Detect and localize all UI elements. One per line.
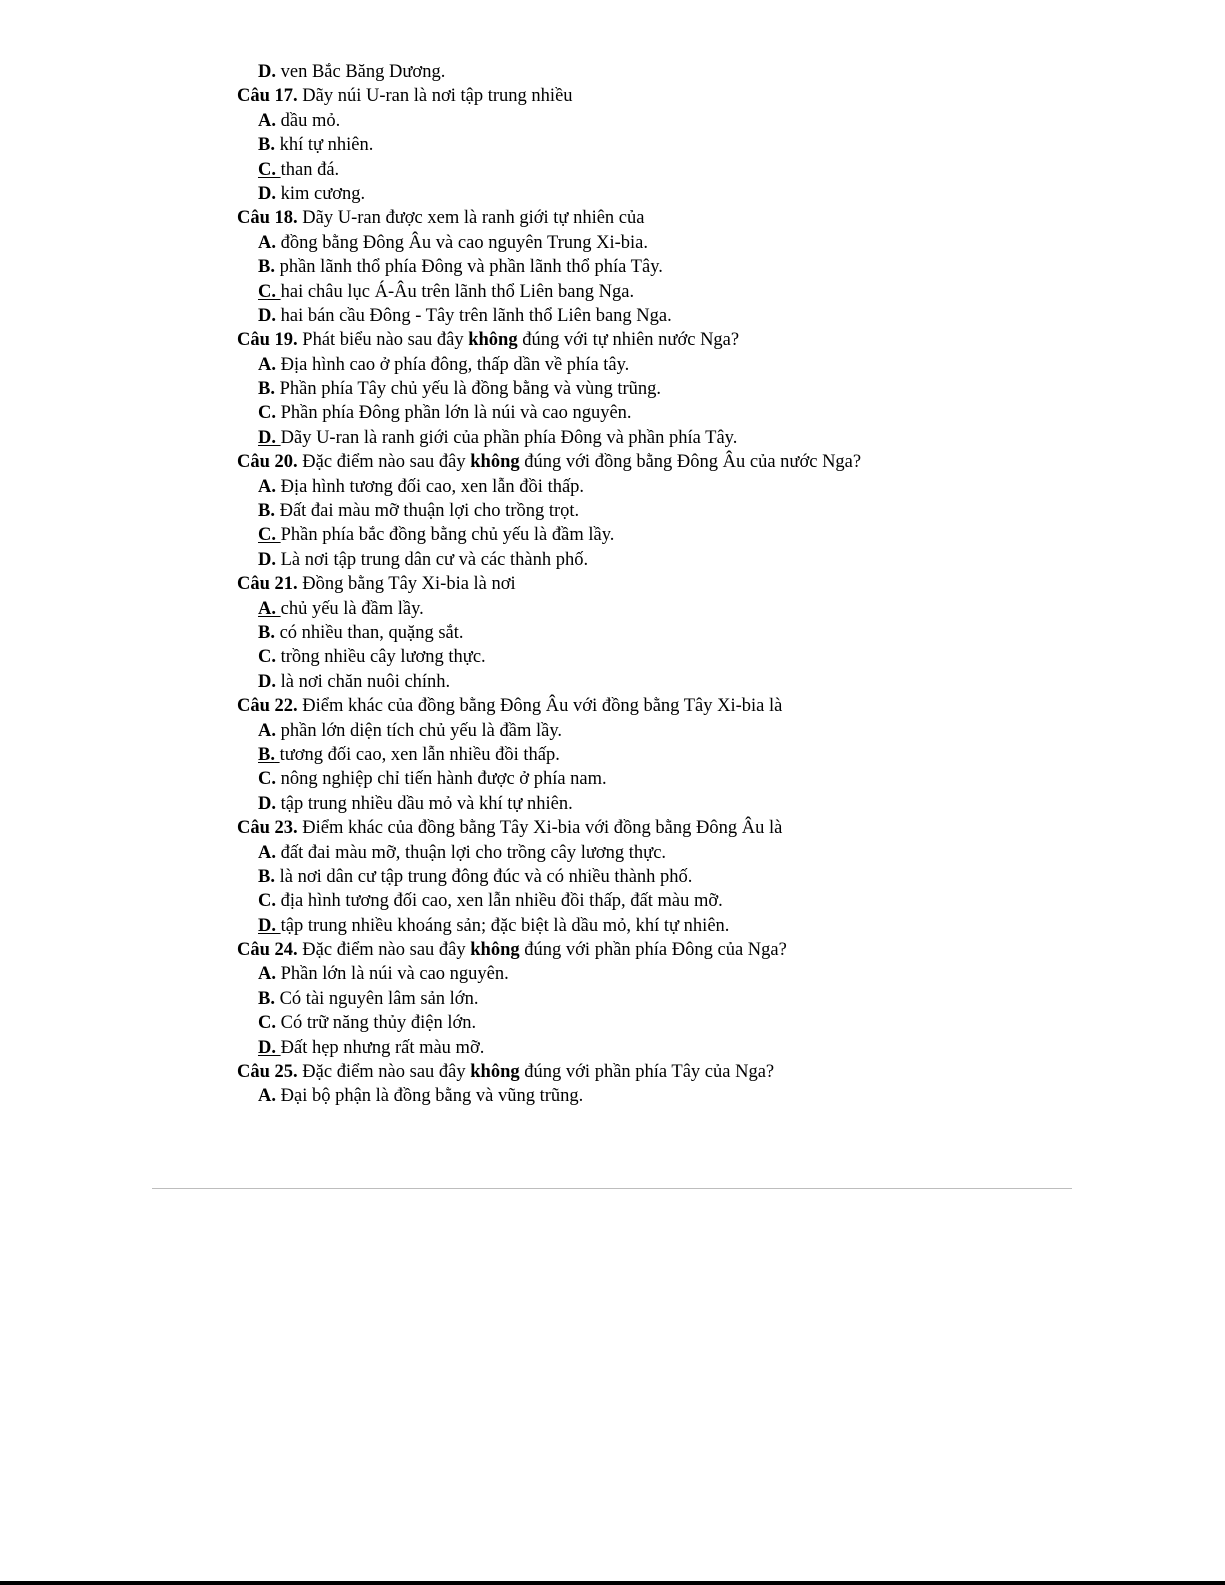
- option-text: Dãy U-ran là ranh giới của phần phía Đông và phần phía Tây.: [280, 427, 738, 448]
- option-line: [237, 962, 997, 986]
- option-letter-correct: C.: [258, 525, 276, 546]
- option-text: Phần phía Đông phần lớn là núi và cao nguyên.: [280, 403, 632, 424]
- option-text: Đất đai màu mỡ thuận lợi cho trồng trọt.: [279, 501, 580, 522]
- question-number: Câu 21.: [237, 574, 298, 595]
- option-text: phần lớn diện tích chủ yếu là đầm lầy.: [280, 720, 563, 741]
- option-letter: B.: [258, 622, 275, 643]
- question-number: Câu 18.: [237, 208, 298, 229]
- stem-text: Đồng bằng Tây Xi-bia là nơi: [302, 574, 516, 595]
- option-line: [237, 792, 997, 816]
- option-letter: A.: [258, 110, 276, 131]
- option-text: hai bán cầu Đông - Tây trên lãnh thổ Liên bang Nga.: [280, 305, 672, 326]
- stem-keyword: không: [470, 452, 520, 473]
- question-stem: [237, 84, 997, 108]
- option-line: [237, 1084, 997, 1108]
- option-line: [237, 767, 997, 791]
- option-line: [237, 401, 997, 425]
- option-line: [237, 182, 997, 206]
- stem-text: đúng với đồng bằng Đông Âu của nước Nga?: [519, 452, 862, 473]
- option-letter: D.: [258, 62, 276, 82]
- option-line: [237, 499, 997, 523]
- stem-text: Dãy U-ran được xem là ranh giới tự nhiên của: [302, 208, 645, 229]
- option-letter: B.: [258, 135, 275, 156]
- option-letter: D.: [258, 793, 276, 814]
- option-letter: A.: [258, 842, 276, 863]
- question-number: Câu 19.: [237, 330, 298, 351]
- stem-keyword: không: [470, 940, 520, 961]
- option-text: là nơi dân cư tập trung đông đúc và có nhiều thành phố.: [279, 866, 693, 887]
- option-letter: B.: [258, 257, 275, 278]
- question-stem: [237, 694, 997, 718]
- option-letter: C.: [258, 647, 276, 668]
- option-text: Có tài nguyên lâm sản lớn.: [279, 988, 479, 1009]
- document-content: [237, 60, 997, 1109]
- question-number: Câu 23.: [237, 818, 298, 839]
- option-text: có nhiều than, quặng sắt.: [279, 622, 464, 643]
- option-letter: A.: [258, 476, 276, 497]
- option-letter: A.: [258, 720, 276, 741]
- option-text: dầu mỏ.: [280, 110, 341, 131]
- option-letter: D.: [258, 549, 276, 570]
- stem-text: Điểm khác của đồng bằng Tây Xi-bia với đồng bằng Đông Âu là: [302, 818, 783, 839]
- option-text: trồng nhiều cây lương thực.: [280, 647, 486, 668]
- option-letter: C.: [258, 1013, 276, 1034]
- option-line: [237, 377, 997, 401]
- option-line: [237, 255, 997, 279]
- option-line: [237, 548, 997, 572]
- question-stem: [237, 450, 997, 474]
- option-text: đồng bằng Đông Âu và cao nguyên Trung Xi-bia.: [280, 232, 649, 253]
- option-line: [237, 280, 997, 304]
- option-letter: D.: [258, 671, 276, 692]
- question-number: Câu 17.: [237, 86, 298, 107]
- option-line: [237, 841, 997, 865]
- stem-text: đúng với tự nhiên nước Nga?: [517, 330, 740, 351]
- option-text: Là nơi tập trung dân cư và các thành phố.: [280, 549, 589, 570]
- option-letter: C.: [258, 769, 276, 790]
- option-letter: C.: [258, 403, 276, 424]
- stem-keyword: không: [468, 330, 518, 351]
- option-letter-correct: A.: [258, 598, 276, 619]
- question-number: Câu 24.: [237, 940, 298, 961]
- option-text: là nơi chăn nuôi chính.: [280, 671, 451, 692]
- option-line: [237, 865, 997, 889]
- stem-keyword: không: [470, 1062, 520, 1083]
- option-letter-correct: D.: [258, 915, 276, 936]
- option-text: Phần lớn là núi và cao nguyên.: [280, 964, 509, 985]
- question-stem: [237, 328, 997, 352]
- option-letter-correct: D.: [258, 1037, 276, 1058]
- option-text: Có trữ năng thủy điện lớn.: [280, 1013, 477, 1034]
- option-letter: C.: [258, 891, 276, 912]
- option-text: Phần phía Tây chủ yếu là đồng bằng và vùng trũng.: [279, 379, 661, 400]
- option-text: than đá.: [280, 159, 340, 180]
- option-text: nông nghiệp chỉ tiến hành được ở phía nam.: [280, 769, 607, 790]
- option-text: hai châu lục Á-Âu trên lãnh thổ Liên bang Nga.: [280, 281, 635, 302]
- page-bottom-edge: [0, 1581, 1225, 1585]
- option-letter: B.: [258, 988, 275, 1009]
- option-line: [237, 645, 997, 669]
- option-line: [237, 670, 997, 694]
- stem-text: Đặc điểm nào sau đây: [302, 1062, 471, 1083]
- option-letter: A.: [258, 232, 276, 253]
- option-line: [237, 426, 997, 450]
- option-line: [237, 1036, 997, 1060]
- option-text: Phần phía bắc đồng bằng chủ yếu là đầm lầy.: [280, 525, 615, 546]
- option-line: [237, 133, 997, 157]
- question-number: Câu 22.: [237, 696, 298, 717]
- page-divider: [152, 1188, 1072, 1189]
- option-letter-correct: C.: [258, 159, 276, 180]
- stem-text: Đặc điểm nào sau đây: [302, 940, 471, 961]
- question-number: Câu 25.: [237, 1062, 298, 1083]
- option-letter: D.: [258, 305, 276, 326]
- option-letter: B.: [258, 866, 275, 887]
- stem-text: Đặc điểm nào sau đây: [302, 452, 471, 473]
- option-letter: B.: [258, 501, 275, 522]
- question-stem: [237, 1060, 997, 1084]
- option-line: [237, 987, 997, 1011]
- option-letter: B.: [258, 379, 275, 400]
- question-list: [237, 84, 997, 1108]
- option-line: [237, 914, 997, 938]
- option-text: địa hình tương đối cao, xen lẫn nhiều đồi thấp, đất màu mỡ.: [280, 891, 723, 912]
- option-line: [237, 231, 997, 255]
- option-line: [237, 1011, 997, 1035]
- question-stem: [237, 206, 997, 230]
- stem-text: đúng với phần phía Tây của Nga?: [519, 1062, 775, 1083]
- option-line: [237, 109, 997, 133]
- option-line: [237, 597, 997, 621]
- option-text: ven Bắc Băng Dương.: [280, 62, 446, 82]
- question-number: Câu 20.: [237, 452, 298, 473]
- stem-text: Phát biểu nào sau đây: [302, 330, 469, 351]
- option-text: tương đối cao, xen lẫn nhiều đồi thấp.: [279, 744, 560, 765]
- option-letter: D.: [258, 183, 276, 204]
- option-line: [237, 304, 997, 328]
- stem-text: Dãy núi U-ran là nơi tập trung nhiều: [302, 86, 573, 107]
- option-text: Địa hình tương đối cao, xen lẫn đồi thấp.: [280, 476, 585, 497]
- option-text: Đại bộ phận là đồng bằng và vũng trũng.: [280, 1086, 584, 1107]
- option-text: khí tự nhiên.: [279, 135, 374, 156]
- option-text: tập trung nhiều dầu mỏ và khí tự nhiên.: [280, 793, 573, 814]
- question-stem: [237, 816, 997, 840]
- option-text: Đất hẹp nhưng rất màu mỡ.: [280, 1037, 485, 1058]
- option-text: Địa hình cao ở phía đông, thấp dần về phía tây.: [280, 354, 630, 375]
- option-letter: A.: [258, 1086, 276, 1107]
- option-line: [237, 475, 997, 499]
- option-line: [237, 523, 997, 547]
- option-line: [237, 621, 997, 645]
- option-line: [237, 353, 997, 377]
- option-letter-correct: B.: [258, 744, 275, 765]
- option-letter: A.: [258, 354, 276, 375]
- option-text: phần lãnh thổ phía Đông và phần lãnh thổ phía Tây.: [279, 257, 663, 278]
- option-line: [237, 158, 997, 182]
- option-line: [237, 889, 997, 913]
- stem-text: đúng với phần phía Đông của Nga?: [519, 940, 787, 961]
- option-line: [237, 60, 997, 84]
- option-line: [237, 743, 997, 767]
- question-stem: [237, 938, 997, 962]
- option-letter-correct: D.: [258, 427, 276, 448]
- option-text: tập trung nhiều khoáng sản; đặc biệt là dầu mỏ, khí tự nhiên.: [280, 915, 730, 936]
- option-line: [237, 719, 997, 743]
- option-text: kim cương.: [280, 183, 366, 204]
- option-letter: A.: [258, 964, 276, 985]
- option-letter-correct: C.: [258, 281, 276, 302]
- option-text: chủ yếu là đầm lầy.: [280, 598, 424, 619]
- stem-text: Điểm khác của đồng bằng Đông Âu với đồng bằng Tây Xi-bia là: [302, 696, 783, 717]
- option-text: đất đai màu mỡ, thuận lợi cho trồng cây lương thực.: [280, 842, 667, 863]
- question-stem: [237, 572, 997, 596]
